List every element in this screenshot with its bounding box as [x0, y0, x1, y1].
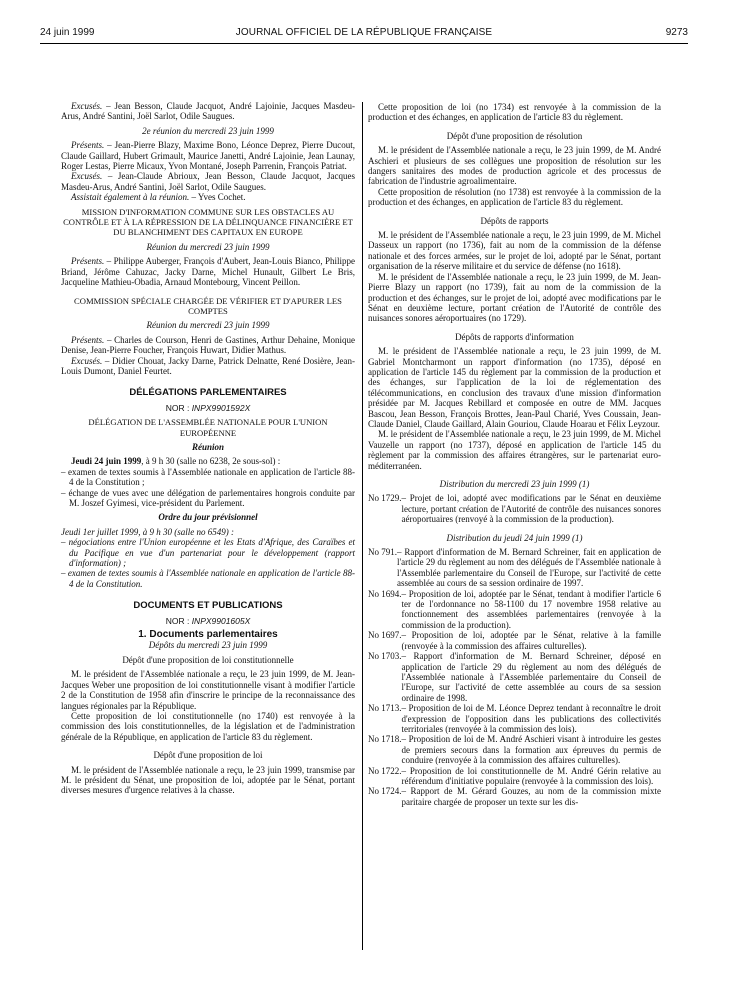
commission-presents: Présents. – Charles de Courson, Henri de Gastines, Arthur Dehaine, Monique Denise, Jean-Pierre Foucher, François Huwart, Didier Mathus. — [61, 334, 355, 356]
jeudi-paragraph: Jeudi 24 juin 1999, à 9 h 30 (salle no 6238, 2e sous-sol) : — [71, 456, 281, 467]
mission-reunion: Réunion du mercredi 23 juin 1999 — [146, 241, 270, 252]
resolution-p1: M. le président de l'Assemblée nationale a reçu, le 23 juin 1999, de M. André Aschieri et plusieurs de ses collègues une proposition de résolution sur les dangers sanitaires des modes de production agricole et des processus de fabrication de l'industrie agroalimentaire. — [368, 145, 661, 187]
distribution-item: No 1703. – Rapport d'information de M. Bernard Schreiner, déposé en application de l'article 29 du règlement au nom des délégués de l'Assemblée nationale à l'Assemblée parlementaire du Conseil de l'Europe, sur l'activité de cette assemblée au cours de sa session ordinaire de 1998. — [368, 651, 661, 703]
right-column — [368, 102, 661, 807]
distribution-title: Distribution du mercredi 23 juin 1999 (1) — [439, 479, 590, 489]
rapports-p1: M. le président de l'Assemblée nationale a reçu, le 23 juin 1999, de M. Michel Dasseux un rapport (no 1736), fait au nom de la commission de la défense nationale et des forces armées, sur le projet de loi, adopté par le Sénat, portant organisation de la réserve militaire et du service de défense (no 1618). — [368, 230, 661, 272]
excuses-paragraph: Excusés. – Jean-Claude Abrioux, Jean Besson, Claude Jacquot, Jacques Masdeu-Arus, André Santini, Joël Sarlot, Odile Saugues. — [61, 171, 355, 192]
left-column — [61, 101, 355, 796]
distribution-item: No 791. – Rapport d'information de M. Bernard Schreiner, fait en application de l'article 29 du règlement au nom des délégués de l'Assemblée nationale à l'Assemblée parlementaire du Conseil de l'Europe, sur l'activité de cette assemblée au cours de sa session ordinaire de 1997. — [368, 547, 661, 589]
rapports-title: Dépôts de rapports — [480, 215, 549, 226]
rapports-info-p1: M. le président de l'Assemblée nationale a reçu, le 23 juin 1999, de M. Gabriel Montcharmont un rapport d'information (no 1735), déposé en application de l'article 145 du règlement par la commission de la production et des échanges, sur l'application de la loi de réglementation des télécommunications, en conclusion des travaux d'une mission d'information présidée par M. Jacques Rebillard et composée en outre de MM. Jacques Bascou, Jean Besson, François Brottes, Jean-Paul Charié, Yves Coussain, Jean-Claude Daniel, Claude Gaillard, Alain Gouriou, Claude Hoarau et Félix Leyzour. — [368, 346, 661, 429]
distribution-item: No 1694. – Proposition de loi, adoptée par le Sénat, tendant à modifier l'article 6 ter de l'ordonnance no 58-1100 du 17 novembre 1958 relative au fonctionnement des assemblées parlementaires (renvoyée à la commission de la production). — [368, 588, 661, 630]
distribution-item: No 1713. – Proposition de loi de M. Léonce Deprez tendant à reconnaître le droit d'expression de l'opposition dans les publications des collectivités territoriales (renvoyée à la commission des lois). — [368, 703, 661, 734]
distribution-item: No 1718. – Proposition de loi de M. André Aschieri visant à introduire les gestes de premiers secours dans la formation aux épreuves du permis de conduire (renvoyée à la commission des affaires culturelles). — [368, 734, 661, 766]
commission-reunion: Réunion du mercredi 23 juin 1999 — [146, 320, 270, 331]
commission-excuses: Excusés. – Didier Chouat, Jacky Darne, Patrick Delnatte, René Dosière, Jean-Louis Dumont, Daniel Feurtet. — [61, 355, 355, 376]
page-header — [40, 27, 688, 41]
depot-loi-title: Dépôt d'une proposition de loi — [153, 750, 263, 761]
jeudi-item: – examen de textes soumis à l'Assemblée nationale en application de l'article 88-4 de la Constitution ; — [61, 466, 355, 488]
rapports-info-p2: M. le président de l'Assemblée nationale a reçu, le 23 juin 1999, de M. Michel Vauzelle un rapport (no 1737), déposé en application de l'article 145 du règlement par la commission des affaires étrangères, sur le partenariat euro-méditerranéen. — [368, 429, 661, 471]
rapports-p2: M. le président de l'Assemblée nationale a reçu, le 23 juin 1999, de M. Jean-Pierre Blazy un rapport (no 1739), fait au nom de la commission de la production et des échanges, sur le projet de loi, adopté avec modifications par le Sénat en deuxième lecture, portant création de l'Autorité de contrôle des nuisances sonores aéroportuaires (no 1729). — [368, 271, 661, 324]
distribution-item: No 1697. – Proposition de loi, adoptée par le Sénat, relative à la famille (renvoyée à la commission des affaires culturelles). — [368, 630, 661, 651]
ordre-title: Ordre du jour prévisionnel — [158, 512, 258, 523]
depot-const-p2: Cette proposition de loi constitutionnelle (no 1740) est renvoyée à la commission des lois constitutionnelles, de la législation et de l'administration générale de la République, en application de l'article 83 du règlement. — [61, 710, 355, 742]
distribution-item: No 1722. – Proposition de loi constitutionnelle de M. André Gérin relative au référendum d'initiative populaire (renvoyée à la commission des lois). — [368, 765, 661, 786]
documents-title: DOCUMENTS ET PUBLICATIONS — [133, 600, 283, 612]
header-date: 24 juin 1999 — [40, 27, 95, 38]
excuses-paragraph: Excusés. – Jean Besson, Claude Jacquot, André Lajoinie, Jacques Masdeu-Arus, André Santini, Joël Sarlot, Odile Saugues. — [61, 101, 355, 122]
depots-date: Dépôts du mercredi 23 juin 1999 — [148, 640, 268, 651]
rapports-info-title: Dépôts de rapports d'information — [455, 331, 574, 342]
delegations-nor: NOR : INPX9901592X — [165, 402, 251, 413]
delegation-name: DÉLÉGATION DE L'ASSEMBLÉE NATIONALE POUR L'UNION EUROPÉENNE — [88, 417, 328, 438]
docs-parl-title: 1. Documents parlementaires — [138, 629, 278, 641]
reunion-heading: Réunion — [191, 441, 224, 452]
distribution-title: Distribution du jeudi 24 juin 1999 (1) — [446, 532, 583, 543]
presents-paragraph: Présents. – Jean-Pierre Blazy, Maxime Bono, Léonce Deprez, Pierre Ducout, Claude Gaillard, Hubert Grimault, Maurice Janetti, André Lajoinie, Jean Launay, Roger Lestas, Pierre Micaux, Yvon Montané, Joseph Parrenin, François Patriat. — [61, 140, 355, 172]
resolution-p2: Cette proposition de résolution (no 1738) est renvoyée à la commission de la production et des échanges, en application de l'article 83 du règlement. — [368, 186, 661, 208]
mission-title: MISSION D'INFORMATION COMMUNE SUR LES OBSTACLES AU CONTRÔLE ET À LA RÉPRESSION DE LA DÉLINQUANCE FINANCIÈRE ET DU BLANCHIMENT DES CAPITAUX EN EUROPE — [63, 206, 353, 238]
depot-loi-p1: M. le président de l'Assemblée nationale a reçu, le 23 juin 1999, transmise par M. le président du Sénat, une proposition de loi, adoptée par le Sénat, portant diverses mesures d'urgence relatives à la chasse. — [61, 764, 355, 796]
documents-nor: NOR : INPX9901605X — [165, 615, 251, 626]
header-rule — [40, 43, 688, 44]
distribution-item: No 1729. – Projet de loi, adopté avec modifications par le Sénat en deuxième lecture, portant création de l'Autorité de contrôle des nuisances sonores aéroportuaires (renvoyé à la commission de la production). — [368, 493, 661, 525]
assistait-paragraph: Assistait également à la réunion. – Yves Cochet. — [71, 192, 246, 203]
ordre-item: – négociations entre l'Union européenne et les Etats d'Afrique, des Caraïbes et du Pacifique en vue d'un partenariat pour le développement (rapport d'information) ; — [61, 537, 355, 569]
header-page-number: 9273 — [665, 27, 688, 38]
header-journal-title: JOURNAL OFFICIEL DE LA RÉPUBLIQUE FRANÇAISE — [235, 27, 493, 38]
column-divider — [362, 102, 363, 950]
jeudi-item: – échange de vues avec une délégation de parlementaires hongrois conduite par M. Joszef Gyimesi, vice-président du Parlement. — [61, 487, 355, 508]
ordre-item: – examen de textes soumis à l'Assemblée nationale en application de l'article 88-4 de la Constitution. — [61, 568, 355, 589]
ordre-date: Jeudi 1er juillet 1999, à 9 h 30 (salle no 6549) : — [61, 526, 234, 537]
delegations-title: DÉLÉGATIONS PARLEMENTAIRES — [129, 387, 287, 399]
distribution-item: No 1724. – Rapport de M. Gérard Gouzes, au nom de la commission mixte paritaire chargée de proposer un texte sur les dis- — [368, 786, 661, 807]
depot-const-p1: M. le président de l'Assemblée nationale a reçu, le 23 juin 1999, de M. Jean-Jacques Weber une proposition de loi constitutionnelle visant à modifier l'article 2 de la Constitution de 1958 afin d'inscrire le principe de la reconnaissance des langues régionales par la République. — [61, 669, 355, 711]
resolution-title: Dépôt d'une proposition de résolution — [446, 130, 583, 141]
renvoi-paragraph: Cette proposition de loi (no 1734) est renvoyée à la commission de la production et des échanges, en application de l'article 83 du règlement. — [368, 102, 661, 123]
reunion-title: 2e réunion du mercredi 23 juin 1999 — [142, 125, 274, 136]
depot-const-title: Dépôt d'une proposition de loi constitutionnelle — [122, 654, 294, 665]
mission-presents: Présents. – Philippe Auberger, François d'Aubert, Jean-Louis Bianco, Philippe Briand, Jérôme Cahuzac, Jacky Darne, Michel Hunault, Gilbert Le Bris, Jacqueline Mathieu-Obadia, Arnaud Montebourg, Vincent Peillon. — [61, 256, 355, 288]
commission-title: COMMISSION SPÉCIALE CHARGÉE DE VÉRIFIER ET D'APURER LES COMPTES — [74, 295, 342, 316]
